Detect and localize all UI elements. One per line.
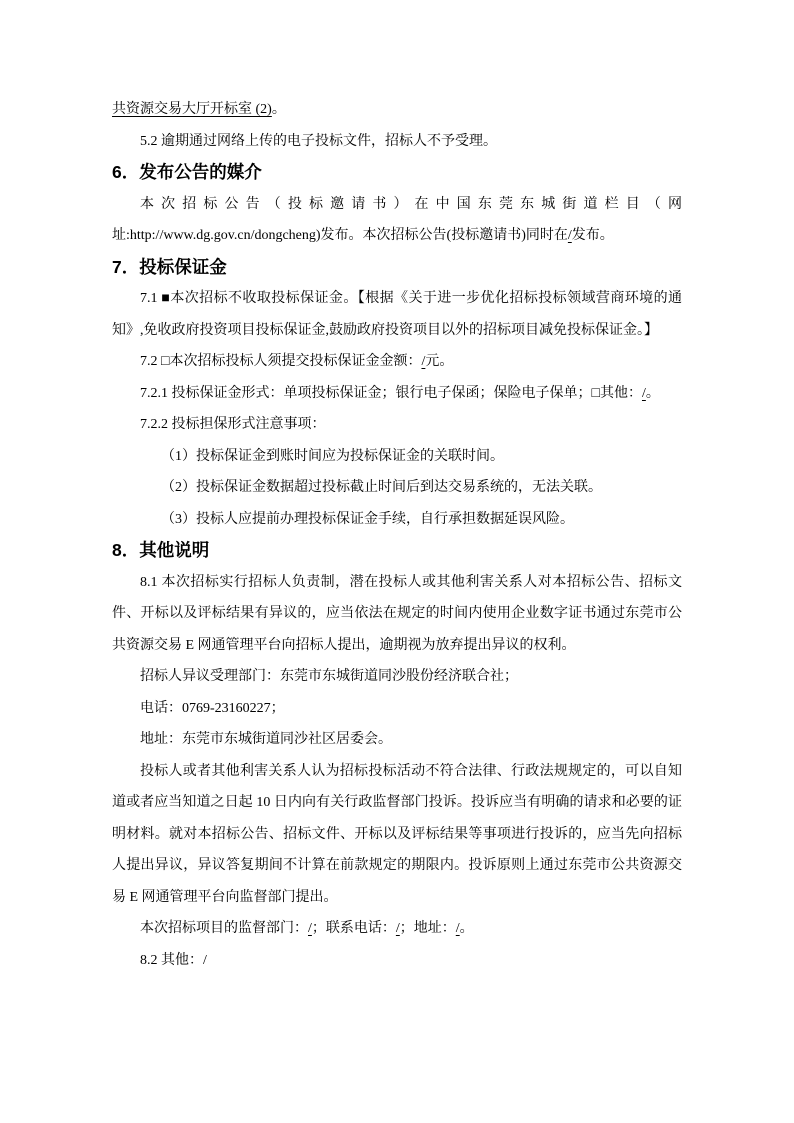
supervision-line-end: 。 [459, 921, 474, 936]
clause-6-text-before: 本次招标公告（投标邀请书）在中国东莞东城街道栏目（网 [140, 196, 682, 212]
clause-5-2: 5.2 逾期通过网络上传的电子投标文件，招标人不予受理。 [140, 133, 497, 149]
supervision-dept-line [112, 913, 682, 945]
objection-dept-line: 招标人异议受理部门：东莞市东城街道同沙股份经济联合社； [140, 669, 518, 684]
section-8-heading: 8．其他说明 [112, 540, 210, 560]
phone-line: 电话：0769-23160227； [140, 700, 285, 716]
clause-7-2-1-other-label: 其他： [599, 385, 642, 401]
supervision-address-label: ；地址： [399, 921, 456, 936]
clause-7-1 [112, 283, 682, 346]
clause-7-2-text: 本次招标投标人须提交投标保证金金额： [169, 354, 422, 369]
blank-field-slash: / [567, 228, 572, 243]
clause-8-1: 8.1 本次招标实行招标人负责制，潜在投标人或其他利害关系人对本招标公告、招标文件、开标以及评标结果有异议的，应当依法在规定的时间内使用企业数字证书通过东莞市公共资源交易 E 网通管理平台向招标人提出，逾期视为放弃提出异议的权利。 [112, 574, 682, 653]
clause-6-body [112, 189, 682, 252]
continuation-line [112, 94, 682, 126]
section-6-heading: 6．发布公告的媒介 [112, 162, 262, 182]
blank-field-slash: / [308, 921, 312, 936]
clause-7-2-number: 7.2 [140, 354, 161, 369]
clause-7-2-1-text: 7.2.1 投标保证金形式：单项投标保证金；银行电子保函；保险电子保单； [140, 385, 592, 401]
checkbox-empty-icon: □ [591, 385, 600, 401]
address-line: 地址：东莞市东城街道同沙社区居委会。 [140, 732, 392, 747]
checkbox-filled-icon: ■ [161, 291, 171, 306]
clause-7-2-1 [112, 378, 682, 410]
blank-field-slash: / [421, 354, 426, 369]
supervision-phone-label: ；联系电话： [311, 921, 396, 936]
clause-6-text-after: 发布。 [571, 228, 614, 243]
continuation-period: 。 [271, 102, 286, 117]
blank-field-slash: / [395, 921, 400, 936]
checkbox-empty-icon: □ [161, 354, 170, 369]
clause-7-2-text-after: 元。 [425, 354, 454, 369]
clause-8-2: 8.2 其他：/ [140, 952, 207, 968]
clause-7-2-1-text-after: 。 [645, 385, 660, 401]
clause-7-1-text: 本次招标不收取投标保证金。【根据《关于进一步优化招标投标领域营商环境的通知》,免收政府投资项目投标保证金,鼓励政府投资项目以外的招标项目减免投标保证金。】 [112, 291, 683, 338]
clause-6-text-mid: 发布。本次招标公告(投标邀请书)同时在 [320, 228, 568, 243]
clause-7-1-number: 7.1 [140, 291, 162, 306]
blank-field-slash: / [455, 921, 460, 936]
note-item-1: （1）投标保证金到账时间应为投标保证金的关联时间。 [161, 448, 504, 464]
continuation-underlined-text: 共资源交易大厅开标室 (2) [112, 102, 272, 117]
complaint-paragraph: 投标人或者其他利害关系人认为招标投标活动不符合法律、行政法规规定的，可以自知道或者应当知道之日起 10 日内向有关行政监督部门投诉。投诉应当有明确的请求和必要的证明材料。就对本招标公告、招标文件、开标以及评标结果等事项进行投诉的，应当先向招标人提出异议，异议答复期间不计算在前款规定的期限内。投诉原则上通过东莞市公共资源交易 E 网通管理平台向监督部门提出。 [112, 763, 682, 905]
clause-7-2-2: 7.2.2 投标担保形式注意事项： [140, 417, 326, 432]
clause-7-2 [112, 346, 682, 378]
announcement-url-text: 址:http://www.dg.gov.cn/dongcheng) [112, 228, 321, 243]
note-item-3: （3）投标人应提前办理投标保证金手续，自行承担数据延误风险。 [161, 511, 574, 527]
section-7-heading: 7．投标保证金 [112, 256, 227, 277]
supervision-label: 本次招标项目的监督部门： [140, 921, 308, 936]
note-item-2: （2）投标保证金数据超过投标截止时间后到达交易系统的，无法关联。 [161, 480, 602, 495]
blank-field-slash: / [641, 385, 646, 401]
